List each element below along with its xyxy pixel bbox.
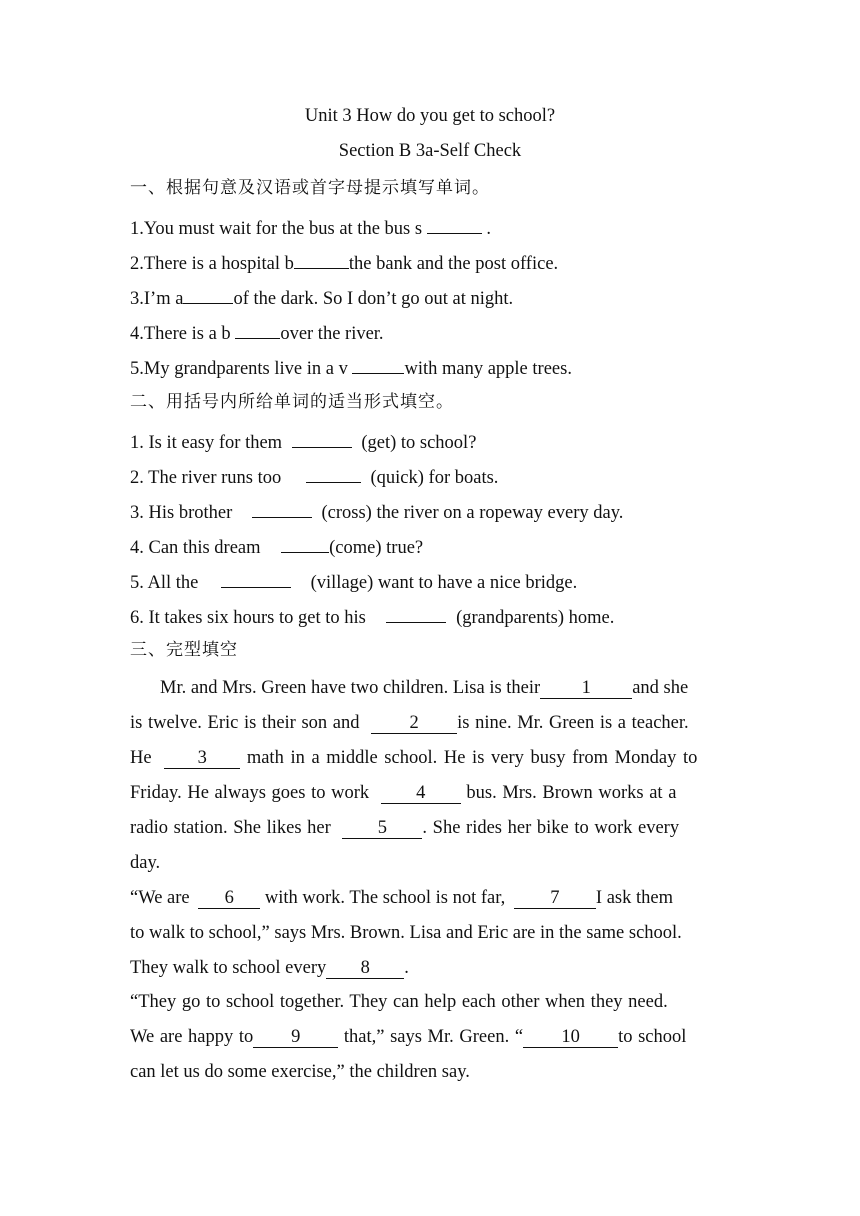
- part2-item-1-text-end: (get) to school?: [356, 433, 477, 453]
- passage-text: He: [130, 748, 159, 768]
- passage-line: [130, 990, 668, 1014]
- passage-text: “They go to school together. They can help each other when they need.: [130, 992, 668, 1012]
- passage-text: They walk to school every: [130, 958, 327, 978]
- passage-text: and she: [632, 678, 689, 698]
- part2-item-3-text-end: (cross) the river on a ropeway every day.: [316, 503, 624, 523]
- passage-line: [130, 781, 676, 805]
- part2-heading: 二、用括号内所给单词的适当形式填空。: [130, 392, 454, 412]
- part2-item-5-text-end: (village) want to have a nice bridge.: [305, 573, 578, 593]
- answer-blank[interactable]: [427, 213, 482, 234]
- part1-item-5-text-end: with many apple trees.: [404, 359, 572, 379]
- passage-text: We are happy to: [130, 1027, 254, 1047]
- passage-text: is nine. Mr. Green is a teacher.: [457, 713, 689, 733]
- passage-text: day.: [130, 853, 161, 873]
- passage-text: Friday. He always goes to work: [130, 783, 375, 803]
- answer-blank[interactable]: [183, 283, 233, 304]
- passage-line: [130, 746, 697, 770]
- part1-item-4-text: 4.There is a b: [130, 324, 236, 344]
- part1-item-3-text-end: of the dark. So I don’t go out at night.: [233, 289, 514, 309]
- passage-text: is twelve. Eric is their son and: [130, 713, 366, 733]
- cloze-blank[interactable]: 4: [381, 783, 461, 804]
- answer-blank[interactable]: [252, 497, 312, 518]
- part2-item-4-text: 4. Can this dream: [130, 538, 266, 558]
- cloze-blank[interactable]: 8: [326, 958, 404, 979]
- passage-line: [130, 816, 679, 840]
- passage-text: radio station. She likes her: [130, 818, 337, 838]
- passage-text: to school: [618, 1027, 687, 1047]
- passage-line: [160, 676, 688, 700]
- worksheet-subtitle: Section B 3a-Self Check: [338, 141, 522, 161]
- part1-item-1-text: 1.You must wait for the bus at the bus s: [130, 219, 427, 239]
- part2-item-6: [130, 602, 614, 630]
- part2-item-3: [130, 497, 623, 525]
- part2-item-2-text: 2. The river runs too: [130, 468, 286, 488]
- part1-item-5: [130, 353, 572, 381]
- part2-item-4: [130, 532, 423, 560]
- passage-text: with work. The school is not far,: [260, 888, 510, 908]
- part1-item-1-text-end: .: [481, 219, 491, 239]
- passage-text: Mr. and Mrs. Green have two children. Lisa is their: [160, 678, 541, 698]
- cloze-blank[interactable]: 1: [540, 678, 632, 699]
- part1-item-4-text-end: over the river.: [280, 324, 384, 344]
- part1-item-4: [130, 318, 384, 346]
- passage-text: I ask them: [595, 888, 673, 908]
- part1-item-3-text: 3.I’m a: [130, 289, 184, 309]
- part2-item-1-text: 1. Is it easy for them: [130, 433, 287, 453]
- part3-heading: 三、完型填空: [130, 640, 238, 660]
- passage-text: “We are: [130, 888, 195, 908]
- answer-blank[interactable]: [281, 532, 329, 553]
- passage-line: [130, 711, 689, 735]
- cloze-blank[interactable]: 2: [371, 713, 457, 734]
- cloze-blank[interactable]: 6: [198, 888, 260, 909]
- answer-blank[interactable]: [235, 318, 280, 339]
- part2-item-3-text: 3. His brother: [130, 503, 237, 523]
- passage-text: .: [404, 958, 409, 978]
- part2-item-6-text: 6. It takes six hours to get to his: [130, 608, 371, 628]
- part2-item-4-text-end: (come) true?: [329, 538, 424, 558]
- part2-item-2-text-end: (quick) for boats.: [365, 468, 499, 488]
- answer-blank[interactable]: [386, 602, 446, 623]
- cloze-blank[interactable]: 3: [164, 748, 240, 769]
- cloze-blank[interactable]: 7: [514, 888, 596, 909]
- answer-blank[interactable]: [352, 353, 404, 374]
- worksheet-title: Unit 3 How do you get to school?: [304, 106, 556, 126]
- part1-item-2-text: 2.There is a hospital b: [130, 254, 294, 274]
- cloze-blank[interactable]: 10: [523, 1027, 618, 1048]
- answer-blank[interactable]: [221, 567, 291, 588]
- passage-line: [130, 851, 160, 875]
- answer-blank[interactable]: [294, 248, 349, 269]
- passage-text: can let us do some exercise,” the children say.: [130, 1062, 470, 1082]
- passage-text: to walk to school,” says Mrs. Brown. Lisa and Eric are in the same school.: [130, 923, 682, 943]
- passage-text: math in a middle school. He is very busy from Monday to: [240, 748, 698, 768]
- passage-line: [130, 921, 682, 945]
- part1-item-1: [130, 213, 491, 241]
- passage-text: . She rides her bike to work every: [422, 818, 680, 838]
- cloze-blank[interactable]: 9: [253, 1027, 338, 1048]
- answer-blank[interactable]: [292, 427, 352, 448]
- passage-text: that,” says Mr. Green. “: [338, 1027, 524, 1047]
- passage-line: [130, 956, 409, 980]
- passage-line: [130, 1060, 470, 1084]
- part2-item-1: [130, 427, 476, 455]
- part1-heading: 一、根据句意及汉语或首字母提示填写单词。: [130, 178, 490, 198]
- part2-item-5-text: 5. All the: [130, 573, 203, 593]
- part2-item-6-text-end: (grandparents) home.: [451, 608, 615, 628]
- passage-line: [130, 1025, 686, 1049]
- part1-item-3: [130, 283, 513, 311]
- part1-item-2: [130, 248, 558, 276]
- part2-item-2: [130, 462, 498, 490]
- cloze-blank[interactable]: 5: [342, 818, 422, 839]
- answer-blank[interactable]: [306, 462, 361, 483]
- part1-item-2-text-end: the bank and the post office.: [348, 254, 559, 274]
- passage-text: bus. Mrs. Brown works at a: [460, 783, 677, 803]
- part1-item-5-text: 5.My grandparents live in a v: [130, 359, 353, 379]
- passage-line: [130, 886, 673, 910]
- part2-item-5: [130, 567, 577, 595]
